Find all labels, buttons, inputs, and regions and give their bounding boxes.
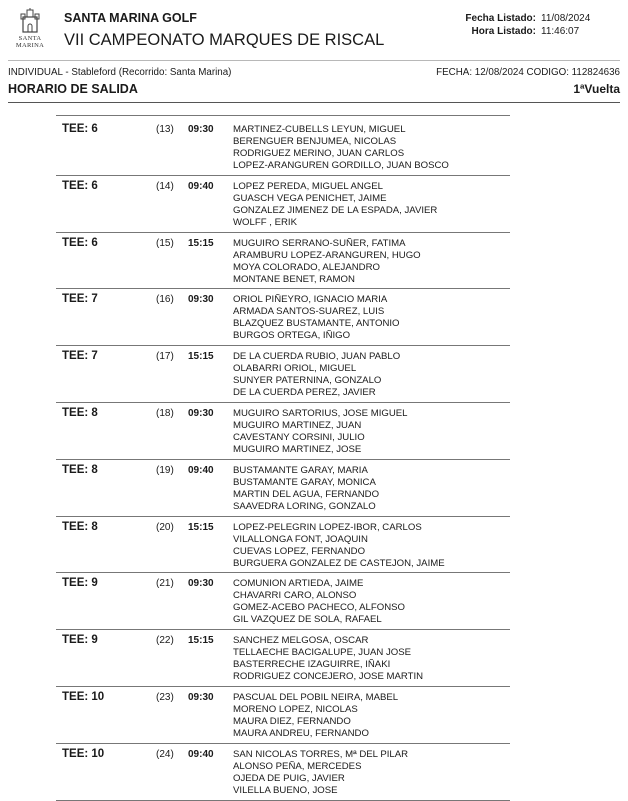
tee-group: [56, 346, 510, 403]
tee-time-list: [56, 119, 510, 801]
player-name: SANCHEZ MELGOSA, OSCAR: [233, 635, 369, 647]
player-name: DE LA CUERDA PEREZ, JAVIER: [233, 387, 376, 399]
player-name: MUGUIRO MARTINEZ, JUAN: [233, 419, 362, 431]
tee-number: TEE: 9: [62, 634, 98, 647]
start-time: 09:30: [188, 294, 214, 306]
table-top-rule: [56, 115, 510, 116]
tee-number: TEE: 6: [62, 236, 98, 249]
tee-number: TEE: 10: [62, 747, 105, 760]
player-name: TELLAECHE BACIGALUPE, JUAN JOSE: [233, 647, 412, 659]
championship-title: VII CAMPEONATO MARQUES DE RISCAL: [64, 31, 385, 49]
player-name: BURGOS ORTEGA, IÑIGO: [233, 330, 351, 342]
player-name: MAURA DIEZ, FERNANDO: [233, 715, 351, 727]
player-name: DE LA CUERDA RUBIO, JUAN PABLO: [233, 351, 401, 363]
player-name: LOPEZ-PELEGRIN LOPEZ-IBOR, CARLOS: [233, 521, 422, 533]
player-name: GONZALEZ JIMENEZ DE LA ESPADA, JAVIER: [233, 204, 438, 216]
player-name: MUGUIRO SERRANO-SUÑER, FATIMA: [233, 237, 406, 249]
player-name: BUSTAMANTE GARAY, MONICA: [233, 476, 376, 488]
player-name: MARTINEZ-CUBELLS LEYUN, MIGUEL: [233, 124, 406, 135]
player-list: [233, 351, 400, 399]
group-number: (17): [156, 351, 174, 363]
player-name: LOPEZ-ARANGUREN GORDILLO, JUAN BOSCO: [233, 160, 449, 171]
group-number: (14): [156, 180, 174, 192]
player-list: [233, 181, 437, 229]
castle-emblem-icon: [18, 8, 42, 34]
player-name: MARTIN DEL AGUA, FERNANDO: [233, 488, 380, 500]
player-name: PASCUAL DEL POBIL NEIRA, MABEL: [233, 691, 399, 703]
start-time: 09:30: [188, 124, 214, 135]
player-name: ARAMBURU LOPEZ-ARANGUREN, HUGO: [233, 249, 421, 261]
player-list: [233, 124, 449, 172]
tee-group: [56, 460, 510, 517]
start-time: 09:30: [188, 407, 214, 419]
header-divider: [8, 60, 620, 61]
group-number: (24): [156, 748, 174, 760]
listing-date-label: Fecha Listado:: [465, 13, 536, 24]
group-number: (20): [156, 521, 174, 533]
player-name: GIL VAZQUEZ DE SOLA, RAFAEL: [233, 614, 382, 626]
player-list: [233, 238, 421, 286]
player-list: [233, 522, 445, 570]
tee-number: TEE: 8: [62, 406, 98, 419]
player-list: [233, 465, 379, 513]
start-time: 15:15: [188, 635, 214, 647]
player-name: OLABARRI ORIOL, MIGUEL: [233, 363, 357, 375]
player-list: [233, 408, 408, 456]
player-name: ALONSO PEÑA, MERCEDES: [233, 760, 362, 772]
group-number: (18): [156, 407, 174, 419]
start-time: 09:40: [188, 180, 214, 192]
tee-number: TEE: 8: [62, 463, 98, 476]
player-list: [233, 692, 398, 740]
tee-number: TEE: 7: [62, 293, 98, 306]
player-name: BUSTAMANTE GARAY, MARIA: [233, 464, 368, 476]
start-time: 09:40: [188, 464, 214, 476]
page-title: HORARIO DE SALIDA: [8, 82, 138, 96]
player-name: GUASCH VEGA PENICHET, JAIME: [233, 192, 387, 204]
tee-number: TEE: 6: [62, 123, 98, 135]
player-name: BERENGUER BENJUMEA, NICOLAS: [233, 136, 397, 147]
competition-date-code: FECHA: 12/08/2024 CODIGO: 112824636: [436, 67, 620, 78]
tee-number: TEE: 8: [62, 520, 98, 533]
start-time: 15:15: [188, 521, 214, 533]
group-number: (13): [156, 124, 174, 135]
player-name: BURGUERA GONZALEZ DE CASTEJON, JAIME: [233, 557, 445, 569]
player-name: RODRIGUEZ CONCEJERO, JOSE MARTIN: [233, 671, 424, 683]
player-name: CHAVARRI CARO, ALONSO: [233, 590, 357, 602]
tee-number: TEE: 10: [62, 690, 105, 703]
player-name: RODRIGUEZ MERINO, JUAN CARLOS: [233, 148, 405, 159]
tee-number: TEE: 9: [62, 577, 98, 590]
listing-time: 11:46:07: [541, 26, 580, 37]
start-time: 15:15: [188, 237, 214, 249]
player-list: [233, 578, 405, 626]
player-name: SAAVEDRA LORING, GONZALO: [233, 500, 376, 512]
tee-number: TEE: 7: [62, 350, 98, 363]
listing-meta-labels: [465, 12, 536, 38]
player-name: BLAZQUEZ BUSTAMANTE, ANTONIO: [233, 318, 400, 330]
club-name: SANTA MARINA GOLF: [64, 11, 197, 25]
listing-date: 11/08/2024: [541, 13, 591, 24]
player-name: MONTANE BENET, RAMON: [233, 273, 355, 285]
player-name: MAURA ANDREU, FERNANDO: [233, 727, 369, 739]
group-number: (23): [156, 691, 174, 703]
player-list: [233, 294, 400, 342]
start-time: 09:30: [188, 578, 214, 590]
tee-number: TEE: 6: [62, 179, 98, 192]
tee-group: [56, 687, 510, 744]
player-name: SUNYER PATERNINA, GONZALO: [233, 375, 382, 387]
tee-group: [56, 289, 510, 346]
player-name: MORENO LOPEZ, NICOLAS: [233, 703, 358, 715]
player-name: GOMEZ-ACEBO PACHECO, ALFONSO: [233, 602, 406, 614]
player-name: SAN NICOLAS TORRES, Mª DEL PILAR: [233, 748, 409, 760]
group-number: (16): [156, 294, 174, 306]
player-name: ARMADA SANTOS-SUAREZ, LUIS: [233, 306, 385, 318]
start-time: 09:40: [188, 748, 214, 760]
competition-format: INDIVIDUAL - Stableford (Recorrido: Santa Marina): [8, 67, 232, 78]
player-name: MUGUIRO SARTORIUS, JOSE MIGUEL: [233, 407, 408, 419]
tee-group: [56, 119, 510, 176]
player-name: BASTERRECHE IZAGUIRRE, IÑAKI: [233, 659, 391, 671]
logo-text: SANTA MARINA: [15, 35, 45, 49]
tee-group: [56, 517, 510, 574]
start-time: 09:30: [188, 691, 214, 703]
player-name: VILELLA BUENO, JOSE: [233, 784, 338, 796]
player-list: [233, 635, 423, 683]
group-number: (21): [156, 578, 174, 590]
player-name: VILALLONGA FONT, JOAQUIN: [233, 533, 368, 545]
listing-meta-values: [541, 12, 590, 38]
player-name: MUGUIRO MARTINEZ, JOSE: [233, 443, 362, 455]
player-name: CUEVAS LOPEZ, FERNANDO: [233, 545, 366, 557]
club-logo: [4, 8, 56, 50]
start-time: 15:15: [188, 351, 214, 363]
tee-group: [56, 630, 510, 687]
round-label: 1ªVuelta: [573, 82, 620, 96]
player-name: ORIOL PIÑEYRO, IGNACIO MARIA: [233, 294, 388, 306]
player-name: COMUNION ARTIEDA, JAIME: [233, 578, 364, 590]
tee-group: [56, 744, 510, 801]
group-number: (22): [156, 635, 174, 647]
tee-group: [56, 176, 510, 233]
group-number: (15): [156, 237, 174, 249]
player-name: WOLFF , ERIK: [233, 216, 297, 228]
tee-group: [56, 403, 510, 460]
tee-group: [56, 573, 510, 630]
player-name: CAVESTANY CORSINI, JULIO: [233, 431, 365, 443]
group-number: (19): [156, 464, 174, 476]
title-divider: [8, 102, 620, 103]
listing-time-label: Hora Listado:: [471, 26, 536, 37]
tee-group: [56, 233, 510, 290]
player-list: [233, 749, 408, 797]
player-name: OJEDA DE PUIG, JAVIER: [233, 772, 345, 784]
player-name: LOPEZ PEREDA, MIGUEL ANGEL: [233, 180, 383, 192]
player-name: MOYA COLORADO, ALEJANDRO: [233, 261, 380, 273]
